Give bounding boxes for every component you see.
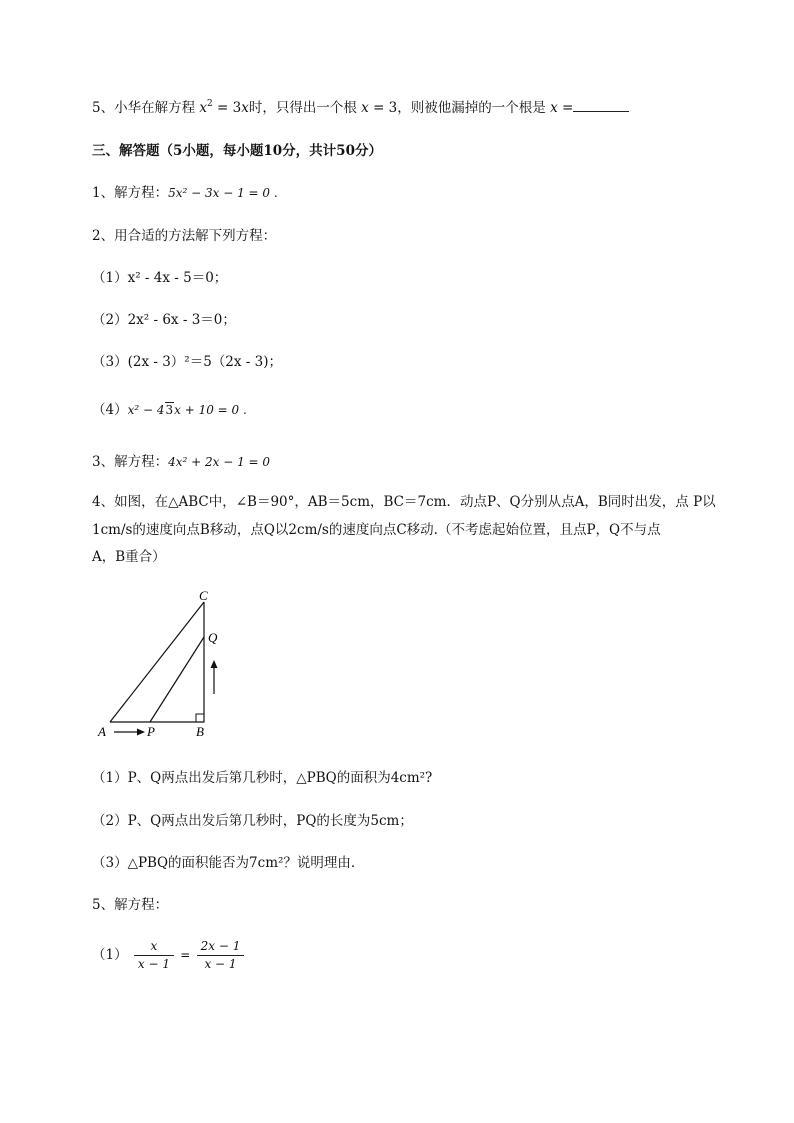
problem-4-line-3: A，B重合） (92, 549, 166, 565)
problem-4-line-2: 1cm/s的速度向点B移动，点Q以2cm/s的速度向点C移动.（不考虑起始位置，且点P，Q不与点 (92, 522, 661, 538)
problem-3: 3、解方程：4x² + 2x − 1 = 0 (92, 454, 271, 470)
problem-5: 5、解方程： (92, 897, 169, 913)
lhs-fraction: $\frac{x}{x - 1}$ (134, 938, 174, 973)
problem-4-sub-2: （2）P、Q两点出发后第几秒时，PQ的长度为5cm； (92, 813, 413, 829)
section-title: 三、解答题（5小题，每小题10分，共计50分） (92, 143, 382, 159)
sqrt-radical: 3 (165, 403, 174, 417)
problem-2-item-3: （3）(2x - 3）²＝5（2x - 3)； (92, 354, 282, 370)
segment-pq (150, 637, 204, 722)
label-b: B (196, 724, 204, 739)
problem-1: 1、解方程：5x² − 3x − 1 = 0 . (92, 185, 278, 201)
problem-2: 2、用合适的方法解下列方程： (92, 228, 277, 244)
side-ac (110, 602, 204, 722)
problem-2-item-1: （1）x² - 4x - 5＝0； (92, 270, 228, 286)
problem-4-sub-3: （3）△PBQ的面积能否为7cm²？说明理由． (92, 855, 365, 871)
problem-5-item-1: （1） $\frac{x}{x - 1}$ = $\frac{2x - 1}{x - 1}$ (92, 938, 246, 973)
problem-4-sub-1: （1）P、Q两点出发后第几秒时，△PBQ的面积为4cm²? (92, 770, 433, 786)
label-p: P (147, 724, 155, 739)
rhs-fraction: $\frac{2x - 1}{x - 1}$ (197, 938, 245, 973)
answer-blank[interactable] (573, 99, 629, 112)
problem-4-line-1: 4、如图，在△ABC中，∠B＝90°，AB＝5cm，BC＝7cm．动点P、Q分别从点A，B同时出发，点 P以 (92, 494, 716, 510)
label-c: C (199, 588, 208, 603)
arrow-up-head-icon (211, 660, 218, 668)
label-q: Q (208, 630, 218, 645)
arrow-right-head-icon (137, 729, 145, 736)
triangle-figure (92, 584, 252, 744)
problem-2-item-2: （2）2x² - 6x - 3＝0； (92, 312, 236, 328)
problem-2-item-4: （4）x² − 43x + 10 = 0 . (92, 402, 247, 418)
right-angle-mark (196, 714, 204, 722)
label-a: A (98, 724, 106, 739)
fill-question-5: 5、小华在解方程 $x^2 = 3x$时，只得出一个根 x = 3，则被他漏掉的一个根是 x = (92, 98, 629, 118)
